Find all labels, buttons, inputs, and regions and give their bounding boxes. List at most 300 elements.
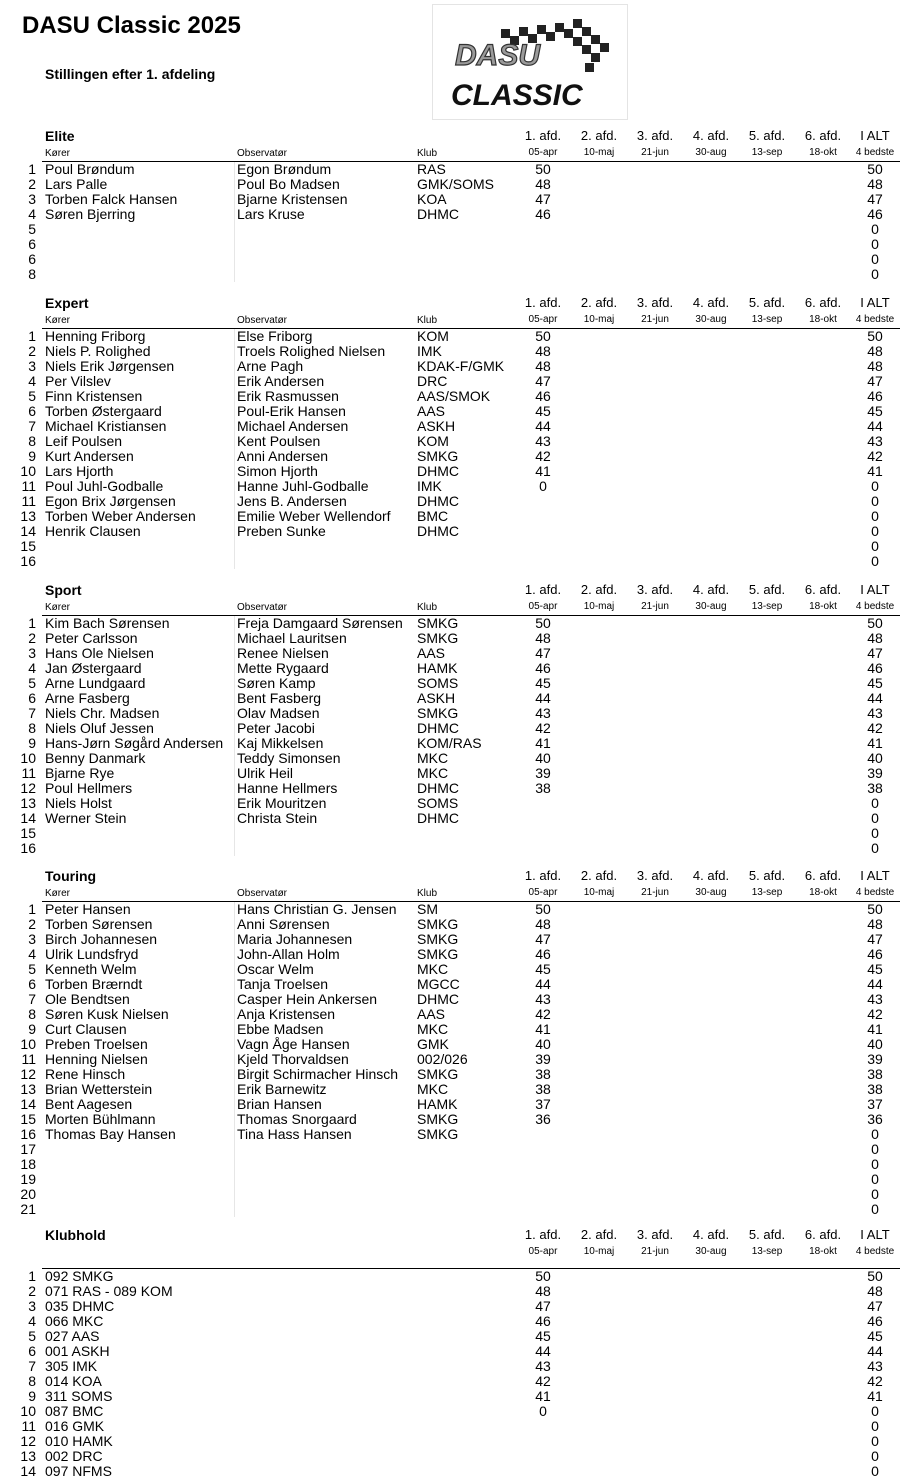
- club-header: Klub: [417, 602, 438, 613]
- total-score: 50: [867, 328, 883, 344]
- round-1-score: 0: [539, 1403, 547, 1419]
- rank: 7: [28, 1358, 36, 1374]
- round-header: 2. afd.: [580, 295, 618, 310]
- club-team: 001 ASKH: [45, 1343, 110, 1359]
- round-1-score: 44: [535, 976, 551, 992]
- table-row: [0, 1142, 900, 1157]
- table-row: [0, 1329, 900, 1344]
- club: ASKH: [417, 418, 456, 434]
- rank: 1: [28, 615, 36, 631]
- observer: Kjeld Thorvaldsen: [237, 1051, 349, 1067]
- club-team: 014 KOA: [45, 1373, 102, 1389]
- round-date: 18-okt: [809, 147, 837, 158]
- table-row: [0, 509, 900, 524]
- total-score: 0: [871, 1463, 879, 1479]
- observer: Søren Kamp: [237, 675, 316, 691]
- section-elite: [0, 128, 900, 282]
- club-team: 035 DHMC: [45, 1298, 115, 1314]
- total-score: 48: [867, 916, 883, 932]
- rank: 11: [21, 493, 36, 509]
- club: GMK: [417, 1036, 449, 1052]
- driver: Ole Bendtsen: [45, 991, 130, 1007]
- observer: Christa Stein: [237, 810, 318, 826]
- driver: Torben Sørensen: [45, 916, 153, 932]
- driver: Søren Bjerring: [45, 206, 136, 222]
- table-row: [0, 766, 900, 781]
- total-score: 37: [867, 1096, 883, 1112]
- total-score: 41: [867, 463, 883, 479]
- total-score: 43: [867, 433, 883, 449]
- round-1-score: 37: [535, 1096, 551, 1112]
- table-row: [0, 796, 900, 811]
- table-row: [0, 389, 900, 404]
- round-1-score: 41: [535, 735, 551, 751]
- table-row: [0, 374, 900, 389]
- total-score: 0: [871, 1201, 879, 1217]
- club: AAS/SMOK: [417, 388, 491, 404]
- round-date: 10-maj: [583, 601, 615, 612]
- table-row: [0, 932, 900, 947]
- rank: 6: [28, 976, 36, 992]
- rank: 6: [28, 690, 36, 706]
- total-score: 0: [871, 523, 879, 539]
- rank: 14: [20, 523, 36, 539]
- observer: Erik Andersen: [237, 373, 325, 389]
- round-1-score: 47: [535, 645, 551, 661]
- rank: 20: [20, 1186, 36, 1202]
- round-1-score: 43: [535, 705, 551, 721]
- round-1-score: 40: [535, 1036, 551, 1052]
- page-subtitle: Stillingen efter 1. afdeling: [45, 66, 216, 82]
- observer: Else Friborg: [237, 328, 313, 344]
- rank: 7: [28, 418, 36, 434]
- total-score: 50: [867, 1268, 883, 1284]
- club: MGCC: [417, 976, 460, 992]
- round-header: 5. afd.: [748, 868, 786, 883]
- rank: 6: [28, 251, 36, 267]
- total-score: 0: [871, 538, 879, 554]
- club: DHMC: [417, 493, 459, 509]
- rank: 3: [28, 931, 36, 947]
- round-header: 4. afd.: [692, 128, 730, 143]
- table-row: [0, 207, 900, 222]
- round-date: 21-jun: [641, 601, 669, 612]
- driver: Kim Bach Sørensen: [45, 615, 170, 631]
- total-score: 0: [871, 1186, 879, 1202]
- driver: Henning Friborg: [45, 328, 146, 344]
- table-row: [0, 252, 900, 267]
- round-1-score: 44: [535, 690, 551, 706]
- total-subheader: 4 bedste: [855, 147, 895, 158]
- driver: Niels Erik Jørgensen: [45, 358, 175, 374]
- total-score: 44: [867, 418, 883, 434]
- club: SMKG: [417, 946, 459, 962]
- section-title: Elite: [45, 128, 75, 144]
- round-1-score: 48: [535, 1283, 551, 1299]
- total-score: 0: [871, 508, 879, 524]
- driver: Niels Holst: [45, 795, 112, 811]
- table-row: [0, 1404, 900, 1419]
- round-1-score: 43: [535, 991, 551, 1007]
- driver: Hans Ole Nielsen: [45, 645, 154, 661]
- section-title: Sport: [45, 582, 82, 598]
- rank: 21: [20, 1201, 36, 1217]
- rank: 9: [28, 1388, 36, 1404]
- club: AAS: [417, 403, 446, 419]
- table-row: [0, 826, 900, 841]
- table-row: [0, 751, 900, 766]
- round-1-score: 38: [535, 1081, 551, 1097]
- observer: Olav Madsen: [237, 705, 320, 721]
- table-row: [0, 1172, 900, 1187]
- club: DHMC: [417, 991, 459, 1007]
- club: SMKG: [417, 630, 459, 646]
- round-date: 05-apr: [528, 887, 558, 898]
- total-score: 0: [871, 1448, 879, 1464]
- round-header: 1. afd.: [524, 295, 562, 310]
- table-row: [0, 419, 900, 434]
- rank: 10: [20, 750, 36, 766]
- round-1-score: 46: [535, 206, 551, 222]
- driver: Henning Nielsen: [45, 1051, 148, 1067]
- rank: 8: [28, 1373, 36, 1389]
- table-row: [0, 1269, 900, 1284]
- round-date: 21-jun: [641, 147, 669, 158]
- driver: Thomas Bay Hansen: [45, 1126, 176, 1142]
- round-date: 10-maj: [583, 1246, 615, 1257]
- club: ASKH: [417, 690, 456, 706]
- observer: Bjarne Kristensen: [237, 191, 348, 207]
- observer: Erik Rasmussen: [237, 388, 339, 404]
- table-row: [0, 1157, 900, 1172]
- driver: Hans-Jørn Søgård Andersen: [45, 735, 224, 751]
- round-1-score: 41: [535, 463, 551, 479]
- driver: Leif Poulsen: [45, 433, 123, 449]
- driver: Henrik Clausen: [45, 523, 141, 539]
- club: SMKG: [417, 1111, 459, 1127]
- club: MKC: [417, 1021, 449, 1037]
- round-header: 1. afd.: [524, 582, 562, 597]
- table-row: [0, 329, 900, 344]
- total-score: 44: [867, 1343, 883, 1359]
- page-title: DASU Classic 2025: [22, 12, 241, 39]
- rank: 16: [20, 1126, 36, 1142]
- rank: 8: [28, 720, 36, 736]
- total-score: 42: [867, 448, 883, 464]
- rank: 17: [20, 1141, 36, 1157]
- club: SMKG: [417, 916, 459, 932]
- rank: 16: [20, 840, 36, 856]
- observer: Ebbe Madsen: [237, 1021, 324, 1037]
- driver: Per Vilslev: [45, 373, 111, 389]
- round-1-score: 45: [535, 403, 551, 419]
- club: DHMC: [417, 206, 459, 222]
- table-row: [0, 267, 900, 282]
- table-row: [0, 676, 900, 691]
- rank: 8: [28, 266, 36, 282]
- rank: 14: [20, 1096, 36, 1112]
- observer: Jens B. Andersen: [237, 493, 347, 509]
- total-score: 38: [867, 1081, 883, 1097]
- driver: Bent Aagesen: [45, 1096, 133, 1112]
- rank: 4: [28, 373, 36, 389]
- observer: Hanne Hellmers: [237, 780, 338, 796]
- round-1-score: 45: [535, 961, 551, 977]
- round-1-score: 46: [535, 946, 551, 962]
- total-score: 47: [867, 931, 883, 947]
- club-team: 066 MKC: [45, 1313, 104, 1329]
- round-header: 6. afd.: [804, 582, 842, 597]
- club: DRC: [417, 373, 448, 389]
- table-row: [0, 902, 900, 917]
- total-score: 41: [867, 735, 883, 751]
- rank: 7: [28, 705, 36, 721]
- round-1-score: 45: [535, 675, 551, 691]
- club: RAS: [417, 161, 446, 177]
- round-1-score: 0: [539, 478, 547, 494]
- round-1-score: 41: [535, 1388, 551, 1404]
- driver: Birch Johannesen: [45, 931, 158, 947]
- total-score: 0: [871, 1418, 879, 1434]
- total-score: 42: [867, 1006, 883, 1022]
- observer: Teddy Simonsen: [237, 750, 341, 766]
- round-1-score: 47: [535, 931, 551, 947]
- total-header: I ALT: [860, 582, 890, 597]
- observer: Hanne Juhl-Godballe: [237, 478, 369, 494]
- club: AAS: [417, 645, 446, 661]
- round-header: 2. afd.: [580, 582, 618, 597]
- table-row: [0, 539, 900, 554]
- table-row: [0, 706, 900, 721]
- observer: Poul-Erik Hansen: [237, 403, 346, 419]
- total-score: 47: [867, 645, 883, 661]
- rank: 4: [28, 946, 36, 962]
- driver-header: Kører: [45, 888, 70, 899]
- round-header: 2. afd.: [580, 868, 618, 883]
- driver: Peter Hansen: [45, 901, 131, 917]
- driver: Torben Falck Hansen: [45, 191, 178, 207]
- club: DHMC: [417, 523, 459, 539]
- table-row: [0, 1344, 900, 1359]
- round-date: 30-aug: [695, 887, 727, 898]
- rank: 15: [20, 825, 36, 841]
- total-score: 0: [871, 1433, 879, 1449]
- round-1-score: 46: [535, 388, 551, 404]
- table-row: [0, 721, 900, 736]
- club: DHMC: [417, 720, 459, 736]
- rank: 10: [20, 463, 36, 479]
- round-date: 05-apr: [528, 601, 558, 612]
- round-date: 05-apr: [528, 147, 558, 158]
- driver: Poul Hellmers: [45, 780, 133, 796]
- round-header: 5. afd.: [748, 582, 786, 597]
- rank: 9: [28, 735, 36, 751]
- round-1-score: 42: [535, 720, 551, 736]
- rank: 7: [28, 991, 36, 1007]
- round-header: 3. afd.: [636, 582, 674, 597]
- club: SMKG: [417, 615, 459, 631]
- round-date: 18-okt: [809, 601, 837, 612]
- rank: 5: [28, 961, 36, 977]
- total-score: 43: [867, 1358, 883, 1374]
- table-row: [0, 1464, 900, 1479]
- round-header: 1. afd.: [524, 1227, 562, 1242]
- round-date: 10-maj: [583, 887, 615, 898]
- observer: Peter Jacobi: [237, 720, 315, 736]
- club-team: 071 RAS - 089 KOM: [45, 1283, 173, 1299]
- club: HAMK: [417, 1096, 458, 1112]
- club-team: 027 AAS: [45, 1328, 100, 1344]
- round-header: 6. afd.: [804, 295, 842, 310]
- table-row: [0, 192, 900, 207]
- rank: 12: [20, 1066, 36, 1082]
- table-row: [0, 1202, 900, 1217]
- table-row: [0, 1052, 900, 1067]
- round-date: 21-jun: [641, 314, 669, 325]
- observer: Bent Fasberg: [237, 690, 322, 706]
- rank: 4: [28, 1313, 36, 1329]
- total-score: 0: [871, 1126, 879, 1142]
- rank: 5: [28, 1328, 36, 1344]
- total-score: 50: [867, 615, 883, 631]
- total-subheader: 4 bedste: [855, 601, 895, 612]
- round-date: 05-apr: [528, 314, 558, 325]
- rank: 3: [28, 191, 36, 207]
- rank: 1: [28, 328, 36, 344]
- round-date: 30-aug: [695, 314, 727, 325]
- round-header: 1. afd.: [524, 128, 562, 143]
- table-row: [0, 177, 900, 192]
- club-team: 010 HAMK: [45, 1433, 113, 1449]
- observer: Lars Kruse: [237, 206, 305, 222]
- rank: 12: [20, 1433, 36, 1449]
- observer-header: Observatør: [237, 315, 288, 326]
- driver: Brian Wetterstein: [45, 1081, 153, 1097]
- observer: Kaj Mikkelsen: [237, 735, 324, 751]
- club: KOM: [417, 328, 449, 344]
- club: SMKG: [417, 1066, 459, 1082]
- rank: 13: [20, 508, 36, 524]
- round-1-score: 48: [535, 630, 551, 646]
- logo-top-text: DASU: [455, 39, 541, 72]
- rank: 9: [28, 1021, 36, 1037]
- rank: 15: [20, 1111, 36, 1127]
- observer: Troels Rolighed Nielsen: [237, 343, 386, 359]
- club: SOMS: [417, 795, 459, 811]
- driver: Werner Stein: [45, 810, 127, 826]
- total-score: 44: [867, 976, 883, 992]
- rank: 16: [20, 553, 36, 569]
- table-row: [0, 524, 900, 539]
- club: MKC: [417, 765, 449, 781]
- rank: 14: [20, 810, 36, 826]
- logo-graphic: [433, 5, 627, 119]
- table-row: [0, 1037, 900, 1052]
- driver: Arne Lundgaard: [45, 675, 146, 691]
- round-header: 4. afd.: [692, 868, 730, 883]
- table-row: [0, 977, 900, 992]
- total-score: 47: [867, 1298, 883, 1314]
- table-row: [0, 464, 900, 479]
- club-header: Klub: [417, 888, 438, 899]
- total-score: 46: [867, 660, 883, 676]
- observer: Oscar Welm: [237, 961, 314, 977]
- round-1-score: 39: [535, 765, 551, 781]
- club: BMC: [417, 508, 449, 524]
- table-row: [0, 691, 900, 706]
- driver-header: Kører: [45, 148, 70, 159]
- total-score: 0: [871, 825, 879, 841]
- round-header: 6. afd.: [804, 868, 842, 883]
- driver: Kenneth Welm: [45, 961, 137, 977]
- round-1-score: 42: [535, 1006, 551, 1022]
- round-1-score: 48: [535, 916, 551, 932]
- total-score: 0: [871, 478, 879, 494]
- club: SMKG: [417, 931, 459, 947]
- table-row: [0, 917, 900, 932]
- round-date: 13-sep: [751, 1246, 783, 1257]
- table-row: [0, 1284, 900, 1299]
- round-date: 13-sep: [751, 887, 783, 898]
- club-team: 097 NFMS: [45, 1463, 112, 1479]
- rank: 15: [20, 538, 36, 554]
- section-expert: [0, 295, 900, 569]
- table-row: [0, 1112, 900, 1127]
- rank: 2: [28, 630, 36, 646]
- observer: Michael Lauritsen: [237, 630, 347, 646]
- total-score: 0: [871, 1403, 879, 1419]
- driver: Niels Chr. Madsen: [45, 705, 160, 721]
- total-score: 0: [871, 266, 879, 282]
- table-row: [0, 661, 900, 676]
- club: KOM/RAS: [417, 735, 482, 751]
- total-score: 38: [867, 780, 883, 796]
- club: SMKG: [417, 705, 459, 721]
- total-subheader: 4 bedste: [855, 887, 895, 898]
- round-1-score: 47: [535, 191, 551, 207]
- round-header: 2. afd.: [580, 128, 618, 143]
- club: SMKG: [417, 1126, 459, 1142]
- round-1-score: 42: [535, 1373, 551, 1389]
- rank: 4: [28, 206, 36, 222]
- observer: Anja Kristensen: [237, 1006, 336, 1022]
- section-klubhold: [0, 1227, 900, 1479]
- observer: Vagn Åge Hansen: [237, 1036, 350, 1052]
- rank: 6: [28, 1343, 36, 1359]
- round-1-score: 39: [535, 1051, 551, 1067]
- table-row: [0, 1359, 900, 1374]
- total-score: 46: [867, 388, 883, 404]
- total-score: 0: [871, 1156, 879, 1172]
- table-row: [0, 449, 900, 464]
- round-header: 5. afd.: [748, 128, 786, 143]
- round-header: 3. afd.: [636, 295, 674, 310]
- rank: 10: [20, 1403, 36, 1419]
- table-row: [0, 781, 900, 796]
- table-row: [0, 947, 900, 962]
- total-score: 0: [871, 795, 879, 811]
- round-date: 05-apr: [528, 1246, 558, 1257]
- rank: 11: [21, 765, 36, 781]
- round-1-score: 43: [535, 1358, 551, 1374]
- table-row: [0, 554, 900, 569]
- total-score: 48: [867, 343, 883, 359]
- total-subheader: 4 bedste: [855, 1246, 895, 1257]
- table-row: [0, 434, 900, 449]
- total-header: I ALT: [860, 1227, 890, 1242]
- table-row: [0, 1097, 900, 1112]
- observer: Tina Hass Hansen: [237, 1126, 352, 1142]
